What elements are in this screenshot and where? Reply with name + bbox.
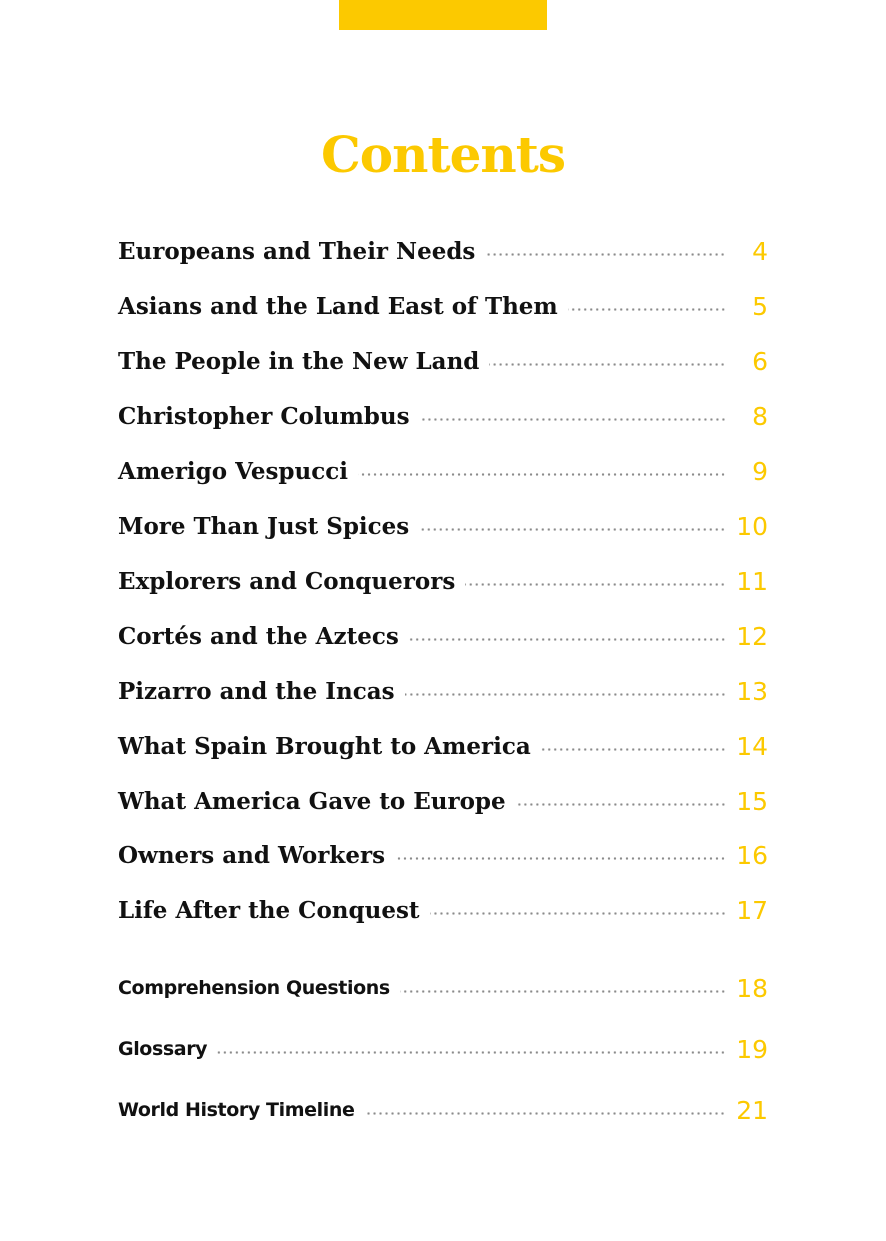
toc-entry-title: What America Gave to Europe [118,787,506,815]
toc-entry-title: Glossary [118,1038,208,1060]
toc-entry-title: More Than Just Spices [118,512,410,540]
toc-entry[interactable] [118,781,768,821]
toc-entry[interactable] [118,231,768,271]
dot-leader [405,693,726,696]
toc-entry-title: World History Timeline [118,1099,355,1121]
toc-entry-title: What Spain Brought to America [118,732,531,760]
dot-leader [465,583,726,586]
toc-entry[interactable] [118,726,768,766]
toc-entry[interactable] [118,286,768,326]
toc-entry-title: The People in the New Land [118,347,480,375]
dot-leader [364,1112,726,1115]
dot-leader [568,308,726,311]
dot-leader [485,253,726,256]
toc-entry-title: Explorers and Conquerors [118,567,456,595]
toc-entry-page-number: 13 [736,676,768,706]
toc-entry[interactable] [118,561,768,601]
toc-entry-page-number: 10 [736,511,768,541]
toc-entry[interactable] [118,890,768,930]
toc-back-matter-entry[interactable] [118,1090,768,1130]
toc-entry-page-number: 12 [736,621,768,651]
toc-entry-title: Pizarro and the Incas [118,677,395,705]
toc-entry-page-number: 21 [736,1095,768,1125]
toc-entry[interactable] [118,451,768,491]
toc-entry-page-number: 8 [752,401,768,431]
toc-entry[interactable] [118,396,768,436]
toc-entry-title: Asians and the Land East of Them [118,292,558,320]
dot-leader [420,418,726,421]
toc-entry-title: Amerigo Vespucci [118,457,348,485]
toc-entry[interactable] [118,835,768,875]
toc-entry-page-number: 15 [736,786,768,816]
toc-entry-page-number: 19 [736,1034,768,1064]
toc-entry-page-number: 5 [752,291,768,321]
dot-leader [516,803,726,806]
toc-entry-title: Comprehension Questions [118,977,390,999]
dot-leader [400,990,726,993]
toc-entry[interactable] [118,506,768,546]
toc-entry-title: Cortés and the Aztecs [118,622,399,650]
dot-leader [395,857,726,860]
toc-entry[interactable] [118,616,768,656]
toc-entry-title: Europeans and Their Needs [118,237,476,265]
dot-leader [541,748,726,751]
toc-entry-page-number: 4 [752,236,768,266]
toc-entry-title: Owners and Workers [118,841,386,869]
toc-entry[interactable] [118,671,768,711]
dot-leader [217,1051,726,1054]
page-title: Contents [320,125,565,184]
toc-entry-page-number: 16 [736,840,768,870]
toc-entry-title: Life After the Conquest [118,896,420,924]
dot-leader [430,912,726,915]
dot-leader [489,363,726,366]
dot-leader [419,528,726,531]
toc-entry-page-number: 9 [752,456,768,486]
dot-leader [358,473,726,476]
toc-back-matter-entry[interactable] [118,1029,768,1069]
top-accent-bar [339,0,547,30]
toc-entry-page-number: 17 [736,895,768,925]
toc-entry-title: Christopher Columbus [118,402,410,430]
toc-entry-page-number: 18 [736,973,768,1003]
dot-leader [409,638,726,641]
toc-back-matter-entry[interactable] [118,968,768,1008]
toc-entry-page-number: 14 [736,731,768,761]
toc-entry-page-number: 6 [752,346,768,376]
toc-entry[interactable] [118,341,768,381]
toc-entry-page-number: 11 [736,566,768,596]
